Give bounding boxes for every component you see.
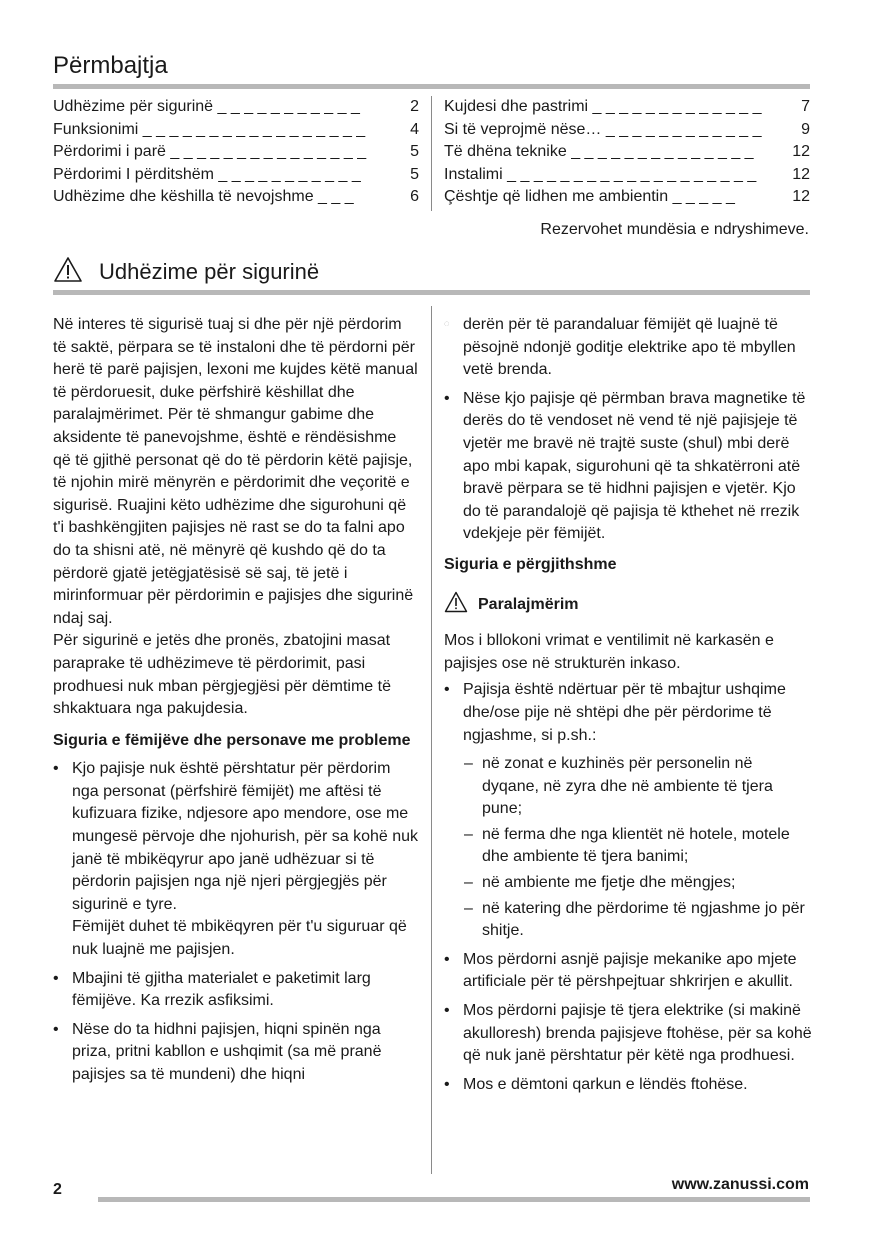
toc-divider: [431, 96, 432, 211]
toc-entry-label: Udhëzime për sigurinë _ _ _ _ _ _ _ _ _ _ _: [53, 98, 360, 115]
toc-entry[interactable]: [53, 96, 419, 119]
intro-paragraph: Në interes të sigurisë tuaj si dhe për një përdorim të saktë, përpara se të instaloni dhe të përdorni për herë të parë pajisjen, lexoni me kujdes këtë manual të përdoruesit, duke përfshirë këshillat dhe paralajmërimet. Për të shmangur gabime dhe aksidente të panevojshme, është e rëndësishme që të gjithë personat që do të përdorin këtë pajisje, të njohin mirë mënyrën e përdorimit dhe veçoritë e sigurisë. Ruajini këto udhëzime dhe sigurohuni që t'i bashkëngjiten pajisjes në rast se do ta falni apo do ta shisni atë, në mënyrë që kushdo që do ta përdorë gjatë jetëgjatësisë së saj, të jetë i mirinformuar për përdorimin e pajisjes dhe sigurinë ndaj saj.: [53, 316, 418, 627]
list-item-note: Fëmijët duhet të mbikëqyren për t'u siguruar që nuk luajnë me pajisjen.: [72, 918, 407, 959]
page-number: 2: [53, 1181, 62, 1198]
list-item: • Nëse do ta hidhni pajisjen, hiqni spinën nga priza, pritni kabllon e ushqimit (sa më pranë pajisjes sa të mundeni) dhe hiqni: [53, 1019, 418, 1087]
left-column: [53, 314, 418, 1087]
dash-item: – në zonat e kuzhinës për personelin në dyqane, në zyra dhe në ambiente të tjera pune;: [444, 753, 812, 821]
toc-entry-label: Të dhëna teknike _ _ _ _ _ _ _ _ _ _ _ _ _ _: [444, 143, 754, 161]
list-item-text: • Kjo pajisje nuk është përshtatur për përdorim nga personat (përfshirë fëmijët) me aftësi të kufizuara fizike, ndjesore apo mendore, ose me mungesë përvoje dhe njohurish, për sa kohë nuk janë të mbikëqyrur apo janë udhëzuar si të përdorin pajisjen nga një njeri përgjegjës për sigurinë e tyre.: [72, 760, 418, 913]
toc-entry-page: 5: [410, 143, 419, 161]
footer-url-link[interactable]: www.zanussi.com: [671, 1176, 809, 1193]
toc-entry[interactable]: [444, 96, 810, 119]
toc-entry-label: Funksionimi _ _ _ _ _ _ _ _ _ _ _ _ _ _ _ _ _: [53, 120, 366, 138]
list-item: [53, 758, 418, 961]
list-item: • Mos e dëmtoni qarkun e lëndës ftohëse.: [444, 1074, 812, 1097]
list-item: • Nëse kjo pajisje që përmban brava magnetike të derës do të vendoset në vend të një pajisjeje të vjetër me bravë në trajtë suste (shul) mbi derë apo mbi kapak, sigurohuni që ta shkatërroni atë bravë përpara se të hidhni pajisjen e vjetër. Kjo do të parandalojë që pajisja të kthehet në rrezik vdekjeje për fëmijët.: [444, 388, 812, 546]
column-divider: [431, 306, 432, 1174]
toc-title: Përmbajtja: [53, 52, 168, 79]
section-rule: [53, 290, 810, 295]
reserve-note: Rezervohet mundësia e ndryshimeve.: [540, 221, 809, 238]
toc-left-column: [53, 96, 419, 209]
toc-entry[interactable]: [444, 164, 810, 187]
intro-paragraph-2: Për sigurinë e jetës dhe pronës, zbatojini masat paraprake të udhëzimeve të përdorimit, pasi prodhuesi nuk mban përgjegjësi për dëmtime të shkaktuara nga pakujdesia.: [53, 632, 391, 718]
toc-entry-page: 12: [792, 143, 810, 161]
list-item-text: derën për të parandaluar fëmijët që luajnë të pësojnë ndonjë goditje elektrike apo të mbyllen vetë brenda.: [463, 316, 796, 379]
children-heading: Siguria e fëmijëve dhe personave me probleme: [53, 731, 411, 749]
list-item: • Mos përdorni pajisje të tjera elektrike (si makinë akulloresh) brenda pajisjeve ftohëse, për sa kohë që nuk janë përshtatur për këtë nga prodhuesi.: [444, 1000, 812, 1068]
dash-item: – në katering dhe përdorime të ngjashme jo për shitje.: [444, 898, 812, 943]
toc-entry-page: 2: [410, 98, 419, 115]
toc-entry[interactable]: [53, 141, 419, 164]
warning-triangle-icon: [444, 591, 468, 621]
toc-entry-label: Përdorimi i parë _ _ _ _ _ _ _ _ _ _ _ _ _ _ _: [53, 143, 367, 161]
toc-entry-label: Përdorimi I përditshëm _ _ _ _ _ _ _ _ _ _ _: [53, 165, 361, 183]
toc-entry-page: 12: [792, 188, 810, 206]
toc-entry[interactable]: [444, 141, 810, 164]
warning-triangle-icon: [53, 256, 83, 288]
toc-entry-label: Instalimi _ _ _ _ _ _ _ _ _ _ _ _ _ _ _ _ _ _ _: [444, 165, 757, 183]
toc-right-column: [444, 96, 810, 209]
toc-entry[interactable]: [53, 186, 419, 209]
dash-item: – në ferma dhe nga klientët në hotele, motele dhe ambiente të tjera banimi;: [444, 824, 812, 869]
toc-entry-label: Kujdesi dhe pastrimi _ _ _ _ _ _ _ _ _ _ _ _ _: [444, 98, 762, 115]
toc-entry-page: 9: [801, 120, 810, 138]
toc-entry[interactable]: [53, 119, 419, 142]
list-item: • Mbajini të gjitha materialet e paketimit larg fëmijëve. Ka rrezik asfiksimi.: [53, 968, 418, 1013]
toc-entry-page: 5: [410, 165, 419, 183]
toc-entry-label: Udhëzime dhe këshilla të nevojshme _ _ _: [53, 188, 354, 206]
toc-entry[interactable]: [53, 164, 419, 187]
toc-entry-label: Çështje që lidhen me ambientin _ _ _ _ _: [444, 188, 735, 206]
list-item: • Pajisja është ndërtuar për të mbajtur ushqime dhe/ose pije në shtëpi dhe për përdorime të ngjashme, si p.sh.:: [444, 679, 812, 747]
toc-entry[interactable]: [444, 119, 810, 142]
section-title: Udhëzime për sigurinë: [99, 259, 320, 284]
toc-entry[interactable]: [444, 186, 810, 209]
warning-text: Mos i bllokoni vrimat e ventilimit në karkasën e pajisjes ose në strukturën inkaso.: [444, 632, 774, 672]
dash-item: – në ambiente me fjetje dhe mëngjes;: [444, 872, 812, 895]
warning-label: Paralajmërim: [478, 596, 579, 614]
toc-entry-page: 4: [410, 120, 419, 138]
section-header: [53, 256, 319, 288]
toc-entry-page: 7: [801, 98, 810, 115]
toc-entry-label: Si të veprojmë nëse… _ _ _ _ _ _ _ _ _ _ _ _: [444, 120, 762, 138]
toc-entry-page: 6: [410, 188, 419, 206]
warning-label-row: [444, 591, 812, 621]
right-column: [444, 314, 812, 1102]
toc-entry-page: 12: [792, 165, 810, 183]
list-item-continued: • • derën për të parandaluar fëmijët që luajnë të pësojnë ndonjë goditje elektrike apo të mbyllen vetë brenda.: [444, 314, 812, 382]
title-rule: [53, 84, 810, 89]
footer-rule: [98, 1197, 810, 1202]
list-item: • Mos përdorni asnjë pajisje mekanike apo mjete artificiale për të përshpejtuar shkrirjen e akullit.: [444, 949, 812, 994]
general-heading: Siguria e përgjithshme: [444, 555, 617, 573]
